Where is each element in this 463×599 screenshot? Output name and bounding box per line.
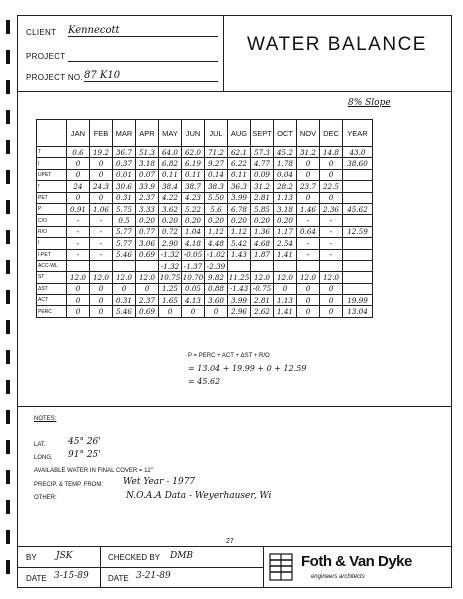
month-header: NOV xyxy=(297,120,320,147)
month-header: OCT xyxy=(274,120,297,147)
table-row xyxy=(37,181,373,192)
month-header: YEAR xyxy=(343,120,373,147)
company-name: Foth & Van Dyke xyxy=(301,553,412,570)
table-cell: 2.36 xyxy=(320,203,343,214)
table-cell: 13.04 xyxy=(343,306,373,317)
table-cell: 12.0 xyxy=(251,272,274,283)
table-cell: - xyxy=(90,249,113,260)
project-no-label: PROJECT NO. xyxy=(26,73,83,82)
table-cell: 38.3 xyxy=(205,181,228,192)
row-label: I-PET xyxy=(37,249,67,260)
table-cell xyxy=(274,260,297,271)
table-cell: - xyxy=(320,215,343,226)
row-label: ΔST xyxy=(37,283,67,294)
table-cell: 0.20 xyxy=(159,215,182,226)
table-cell: 1.12 xyxy=(228,226,251,237)
table-cell: 1.41 xyxy=(274,249,297,260)
table-cell: 1.36 xyxy=(251,226,274,237)
table-cell: 0.5 xyxy=(113,215,136,226)
table-cell: 2.81 xyxy=(251,295,274,306)
table-cell: 0 xyxy=(297,158,320,169)
table-cell: 0.69 xyxy=(136,306,159,317)
table-cell: 31.2 xyxy=(251,181,274,192)
table-cell: 0 xyxy=(297,283,320,294)
table-cell: 0.20 xyxy=(228,215,251,226)
table-cell: -1.32 xyxy=(159,249,182,260)
table-cell: 45.2 xyxy=(274,147,297,158)
table-cell: 38.60 xyxy=(343,158,373,169)
project-no-value: 87 K10 xyxy=(84,70,218,82)
table-cell: 0 xyxy=(90,283,113,294)
table-cell xyxy=(343,238,373,249)
table-cell: 5.75 xyxy=(113,203,136,214)
table-cell: 2.81 xyxy=(251,192,274,203)
table-cell: 6.82 xyxy=(159,158,182,169)
company-logo-icon xyxy=(269,553,293,581)
table-cell xyxy=(90,260,113,271)
table-cell: 0.31 xyxy=(113,295,136,306)
table-cell xyxy=(343,283,373,294)
table-cell: 3.99 xyxy=(228,295,251,306)
table-cell: 12.0 xyxy=(67,272,90,283)
table-row xyxy=(37,260,373,271)
table-cell: 12.59 xyxy=(343,226,373,237)
table-corner xyxy=(37,120,67,147)
table-cell: - xyxy=(297,249,320,260)
table-cell: 4.18 xyxy=(182,238,205,249)
row-label: UPET xyxy=(37,169,67,180)
table-cell: 51.3 xyxy=(136,147,159,158)
table-cell: 64.0 xyxy=(159,147,182,158)
table-cell: -1.43 xyxy=(228,283,251,294)
row-label: ACT xyxy=(37,295,67,306)
table-cell: 14.8 xyxy=(320,147,343,158)
month-header: SEPT xyxy=(251,120,274,147)
table-cell: 0 xyxy=(136,283,159,294)
table-cell: 0.20 xyxy=(251,215,274,226)
table-cell xyxy=(343,192,373,203)
precip-label: PRECIP. & TEMP. FROM: xyxy=(34,482,104,488)
table-cell: 12.0 xyxy=(320,272,343,283)
table-cell: - xyxy=(67,226,90,237)
table-cell: 62.1 xyxy=(228,147,251,158)
company-subtitle: engineers architects xyxy=(311,574,365,580)
table-cell: 0 xyxy=(320,283,343,294)
binding-strip xyxy=(6,20,10,575)
table-cell: 0.6 xyxy=(67,147,90,158)
lat-label: LAT. xyxy=(34,442,46,448)
table-cell: 3.18 xyxy=(136,158,159,169)
table-cell: - xyxy=(67,215,90,226)
table-cell: 1.43 xyxy=(228,249,251,260)
table-cell: 0.04 xyxy=(274,169,297,180)
table-row xyxy=(37,215,373,226)
table-cell: 0.91 xyxy=(67,203,90,214)
notes-divider xyxy=(18,406,451,407)
table-cell: 0.14 xyxy=(205,169,228,180)
lat-value: 45° 26' xyxy=(68,437,101,447)
month-header: FEB xyxy=(90,120,113,147)
table-cell: 71.2 xyxy=(205,147,228,158)
month-header: MAY xyxy=(159,120,182,147)
month-header: JUL xyxy=(205,120,228,147)
table-cell: 62.0 xyxy=(182,147,205,158)
table-cell: 1.41 xyxy=(274,306,297,317)
checked-by-value: DMB xyxy=(170,551,194,561)
table-cell: 0 xyxy=(90,158,113,169)
table-row xyxy=(37,226,373,237)
table-cell: 1.04 xyxy=(182,226,205,237)
table-cell xyxy=(343,249,373,260)
table-cell: -2.39 xyxy=(205,260,228,271)
checked-by-label: CHECKED BY xyxy=(108,553,161,562)
long-label: LONG. xyxy=(34,455,53,461)
table-cell: 0.69 xyxy=(136,249,159,260)
table-cell: 0 xyxy=(320,295,343,306)
table-cell xyxy=(320,260,343,271)
table-cell: 0 xyxy=(274,283,297,294)
table-cell: 0 xyxy=(205,306,228,317)
table-header-row xyxy=(37,120,373,147)
table-cell: 0 xyxy=(182,306,205,317)
row-label: r xyxy=(37,181,67,192)
table-cell: 0.77 xyxy=(136,226,159,237)
table-cell: 0 xyxy=(67,158,90,169)
long-value: 91° 25' xyxy=(68,450,101,460)
row-label: PERC xyxy=(37,306,67,317)
table-cell: 9.27 xyxy=(205,158,228,169)
notes-heading: NOTES: xyxy=(34,416,57,422)
table-cell: 0 xyxy=(113,283,136,294)
table-cell: 0 xyxy=(67,283,90,294)
slope-note: 8% Slope xyxy=(348,98,391,108)
table-row xyxy=(37,283,373,294)
table-cell: - xyxy=(67,249,90,260)
table-cell: -0.05 xyxy=(182,249,205,260)
row-label: C/O xyxy=(37,215,67,226)
month-header: AUG xyxy=(228,120,251,147)
table-cell: 4.23 xyxy=(182,192,205,203)
table-cell: 4.48 xyxy=(205,238,228,249)
header-info xyxy=(18,16,224,91)
table-cell: 0.20 xyxy=(136,215,159,226)
row-label: PET xyxy=(37,192,67,203)
table-cell: 0 xyxy=(159,306,182,317)
table-cell: - xyxy=(67,238,90,249)
table-cell: 0 xyxy=(297,169,320,180)
date2-label: DATE xyxy=(108,574,129,583)
date2-value: 3-21-89 xyxy=(136,571,171,581)
table-cell: 5.6 xyxy=(205,203,228,214)
table-cell: 3.06 xyxy=(136,238,159,249)
table-cell: 4.68 xyxy=(251,238,274,249)
table-cell: 4.77 xyxy=(251,158,274,169)
table-cell: 12.0 xyxy=(297,272,320,283)
table-cell: 23.7 xyxy=(297,181,320,192)
project-label: PROJECT xyxy=(26,52,66,61)
row-label: ST xyxy=(37,272,67,283)
table-cell xyxy=(343,272,373,283)
table-cell: 0 xyxy=(90,306,113,317)
row-label: T xyxy=(37,147,67,158)
table-cell: 43.0 xyxy=(343,147,373,158)
row-label: I xyxy=(37,158,67,169)
table-cell: 0.20 xyxy=(205,215,228,226)
table-cell: 28.2 xyxy=(274,181,297,192)
table-cell: 4.13 xyxy=(182,295,205,306)
month-header: MAR xyxy=(113,120,136,147)
table-cell: 0.11 xyxy=(182,169,205,180)
table-cell: 1.87 xyxy=(251,249,274,260)
table-cell xyxy=(343,169,373,180)
table-cell: 0.01 xyxy=(113,169,136,180)
table-row xyxy=(37,169,373,180)
table-cell: - xyxy=(90,238,113,249)
table-cell: 0.37 xyxy=(113,158,136,169)
page-title: WATER BALANCE xyxy=(247,34,427,55)
table-cell: 0 xyxy=(90,295,113,306)
balance-result: = 45.62 xyxy=(188,377,221,386)
month-header: JUN xyxy=(182,120,205,147)
table-cell xyxy=(136,260,159,271)
table-cell: 1.25 xyxy=(159,283,182,294)
table-cell: 0 xyxy=(90,169,113,180)
table-cell: 6.22 xyxy=(228,158,251,169)
table-cell: -1.02 xyxy=(205,249,228,260)
table-cell: 0.72 xyxy=(159,226,182,237)
by-value: JSK xyxy=(56,551,73,561)
table-row xyxy=(37,249,373,260)
table-cell: 2.37 xyxy=(136,295,159,306)
table-cell: - xyxy=(297,215,320,226)
table-cell: 22.5 xyxy=(320,181,343,192)
table-cell: 0 xyxy=(320,169,343,180)
table-cell: 33.9 xyxy=(136,181,159,192)
table-cell: 2.90 xyxy=(159,238,182,249)
table-cell: 5.42 xyxy=(228,238,251,249)
table-cell: 1.65 xyxy=(159,295,182,306)
table-cell: 3.33 xyxy=(136,203,159,214)
table-cell: 0 xyxy=(67,169,90,180)
table-cell: 0.31 xyxy=(113,192,136,203)
other-label: OTHER: xyxy=(34,495,57,501)
table-cell: 57.3 xyxy=(251,147,274,158)
table-row xyxy=(37,147,373,158)
row-label: I xyxy=(37,238,67,249)
table-cell: 30.6 xyxy=(113,181,136,192)
date-label: DATE xyxy=(26,574,47,583)
table-cell: 0 xyxy=(320,158,343,169)
balance-line-2: = 13.04 + 19.99 + 0 + 12.59 xyxy=(188,364,307,373)
project-value xyxy=(68,49,218,62)
table-cell: - xyxy=(90,226,113,237)
table-cell: 5.22 xyxy=(182,203,205,214)
table-cell: 1.12 xyxy=(205,226,228,237)
table-cell: 36.3 xyxy=(228,181,251,192)
table-cell: 24.3 xyxy=(90,181,113,192)
table-cell: 11.25 xyxy=(228,272,250,282)
table-row xyxy=(37,158,373,169)
table-cell: 0 xyxy=(320,192,343,203)
footer-block xyxy=(18,546,451,588)
month-header: JAN xyxy=(67,120,90,147)
table-cell: 0.07 xyxy=(136,169,159,180)
table-cell: 3.60 xyxy=(205,295,228,306)
table-cell: 2.37 xyxy=(136,192,159,203)
table-cell: 0.11 xyxy=(228,169,251,180)
table-cell: 5.46 xyxy=(113,306,136,317)
table-cell: 2.96 xyxy=(228,306,251,317)
table-cell: -0.75 xyxy=(251,283,274,294)
table-cell: 24 xyxy=(67,181,90,192)
table-cell: 0.09 xyxy=(251,169,274,180)
table-cell: -1.32 xyxy=(159,260,182,271)
worksheet xyxy=(17,15,452,588)
precip-value: Wet Year - 1977 xyxy=(123,477,196,487)
table-cell: 6.19 xyxy=(182,158,205,169)
table-cell: 5.77 xyxy=(113,226,136,237)
client-value: Kennecott xyxy=(68,25,218,37)
table-cell xyxy=(343,260,373,271)
table-cell: 0 xyxy=(297,192,320,203)
table-cell: 0.88 xyxy=(205,283,228,294)
table-row xyxy=(37,306,373,317)
table-cell: 38.4 xyxy=(159,181,182,192)
table-cell: 3.62 xyxy=(159,203,182,214)
table-cell: 1.17 xyxy=(274,226,297,237)
table-cell: 45.62 xyxy=(343,203,373,214)
table-cell xyxy=(113,260,136,271)
table-cell: 19.99 xyxy=(343,295,373,306)
page-number: 27 xyxy=(226,538,234,545)
table-cell: - xyxy=(297,238,320,249)
table-cell: 10.70 xyxy=(182,272,204,282)
table-cell: 0 xyxy=(67,295,90,306)
table-cell: 12.0 xyxy=(136,272,159,283)
table-row xyxy=(37,192,373,203)
table-cell: 3.18 xyxy=(274,203,297,214)
table-cell: 1.13 xyxy=(274,192,297,203)
table-row xyxy=(37,238,373,249)
water-balance-table xyxy=(36,119,373,318)
table-cell: 2.62 xyxy=(251,306,274,317)
table-cell: 0.05 xyxy=(182,283,205,294)
table-cell: 1.06 xyxy=(90,203,113,214)
row-label: P xyxy=(37,203,67,214)
table-cell xyxy=(228,260,251,271)
table-cell: 5.46 xyxy=(113,249,136,260)
table-cell xyxy=(343,215,373,226)
month-header: DEC xyxy=(320,120,343,147)
table-cell: 1.13 xyxy=(274,295,297,306)
table-cell xyxy=(343,181,373,192)
table-row xyxy=(37,203,373,214)
table-cell: 31.2 xyxy=(297,147,320,158)
client-label: CLIENT xyxy=(26,28,57,37)
table-cell: 0 xyxy=(320,306,343,317)
table-cell: -1.37 xyxy=(182,260,205,271)
table-cell: 0 xyxy=(297,295,320,306)
table-cell: 5.50 xyxy=(205,192,228,203)
table-cell: 12.0 xyxy=(113,272,136,283)
table-cell: 10.75 xyxy=(159,272,181,282)
table-cell: 1.78 xyxy=(274,158,297,169)
table-row xyxy=(37,295,373,306)
table-cell: 12.0 xyxy=(274,272,297,283)
table-cell: - xyxy=(90,215,113,226)
table-cell: 4.22 xyxy=(159,192,182,203)
row-label: ACC-WL xyxy=(37,260,67,271)
table-cell: 0 xyxy=(90,192,113,203)
table-cell: 6.78 xyxy=(228,203,251,214)
table-cell: 0 xyxy=(67,306,90,317)
table-cell: - xyxy=(320,226,343,237)
table-cell: 0 xyxy=(67,192,90,203)
table-cell: 5.85 xyxy=(251,203,274,214)
table-cell: 0.20 xyxy=(274,215,297,226)
table-cell: 19.2 xyxy=(90,147,113,158)
table-cell: 2.54 xyxy=(274,238,297,249)
balance-formula: P = PERC + ACT + ΔST + R/O xyxy=(188,353,270,359)
table-cell: 0.11 xyxy=(159,169,182,180)
table-cell: 5.77 xyxy=(113,238,136,249)
header-block xyxy=(18,16,451,92)
table-cell xyxy=(251,260,274,271)
table-cell: 3.99 xyxy=(228,192,251,203)
table-cell: - xyxy=(320,238,343,249)
table-cell: 1.46 xyxy=(297,203,320,214)
table-cell: 0.20 xyxy=(182,215,205,226)
table-cell: 0 xyxy=(297,306,320,317)
row-label: R/O xyxy=(37,226,67,237)
date-value: 3-15-89 xyxy=(54,571,89,581)
by-label: BY xyxy=(26,553,37,562)
other-value: N.O.A.A Data - Weyerhauser, Wi xyxy=(126,491,272,501)
month-header: APR xyxy=(136,120,159,147)
table-cell: 0.64 xyxy=(297,226,320,237)
table-cell: 9.82 xyxy=(205,272,228,283)
table-cell: 36.7 xyxy=(113,147,136,158)
table-cell xyxy=(297,260,320,271)
table-cell: 38.7 xyxy=(182,181,205,192)
table-row xyxy=(37,272,373,283)
table-cell: 12.0 xyxy=(90,272,113,283)
table-cell: - xyxy=(320,249,343,260)
available-water-label: AVAILABLE WATER IN FINAL COVER = 12" xyxy=(34,468,153,474)
table-cell xyxy=(67,260,90,271)
